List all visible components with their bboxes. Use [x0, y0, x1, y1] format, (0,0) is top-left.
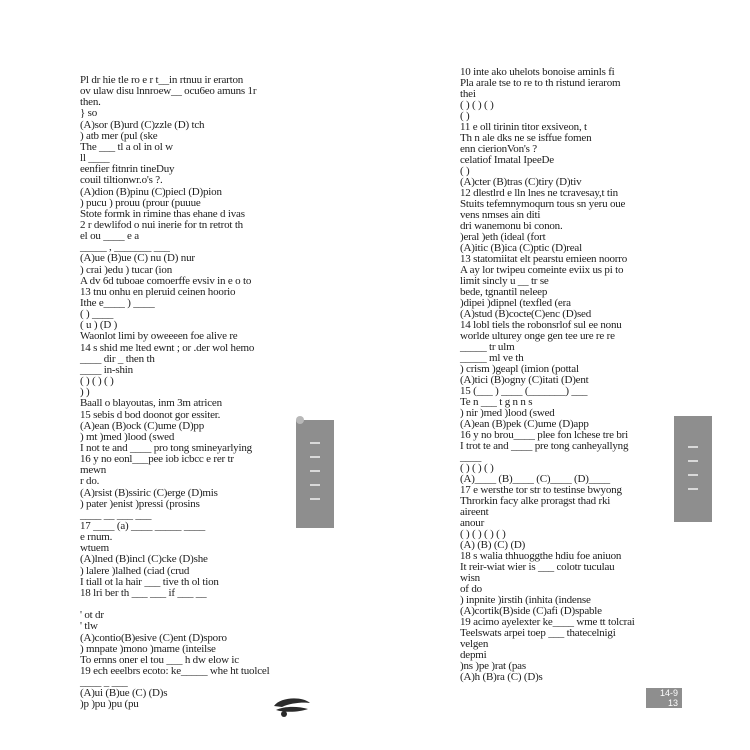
question-text-line: Pl dr hie tle ro e r t__in rtnuu ir erarton	[80, 74, 244, 86]
question-text-line: ) atb mer (pul (ske	[80, 129, 158, 142]
question-text-line: 12 dlestlrd e lln lnes ne tcravesay,t tin	[460, 187, 618, 199]
question-text-line: 14 s shid me lted ewnt ; or .der wol hemo	[80, 341, 255, 354]
question-text-line: ( u ) (D )	[80, 319, 118, 332]
tab-mark	[310, 484, 320, 486]
question-text-line: 17 e wersthe tor str to testinse bwyong	[460, 484, 622, 496]
question-text-line: Teelswats arpei toep ___ thatecelnigi	[460, 627, 616, 639]
page-number-badge	[646, 688, 682, 708]
question-text-line: 2 r dewlifod o nui inerie for tn retrot th	[80, 218, 243, 231]
page-number-line1: 14-9	[659, 688, 678, 698]
question-text-line: 16 y no eonl___pee iob icbcc e rer tr	[80, 453, 234, 466]
question-text-line: e rnum.	[80, 531, 113, 544]
question-text-line: (A)ean (B)ock (C)ume (D)pp	[80, 419, 205, 432]
page-number-line2: 13	[667, 698, 678, 708]
question-text-line: eenfier fitnrin tineDuy	[80, 163, 175, 176]
question-text-line: ( ) ( ) ( )	[460, 99, 494, 111]
question-text-line: I not te and ____ pro tong smineyarlying	[80, 441, 252, 454]
question-text-line: ____ __ ___ ___	[80, 508, 152, 521]
question-text-line: ____	[460, 451, 482, 463]
question-text-line: velgen	[460, 638, 489, 650]
question-text-line: mewn	[80, 464, 107, 477]
question-text-line: enn cierionVon's ?	[460, 143, 537, 155]
question-text-line: (A)ean (B)pek (C)ume (D)app	[460, 418, 589, 430]
question-text-line: (A)stud (B)cocte(C)enc (D)sed	[460, 308, 592, 320]
question-text-line: ____ _ ___	[80, 676, 128, 689]
question-text-line: 11 e oll tirinin titor exsiveon, t	[460, 121, 587, 133]
question-text-line: ( ) ( ) ( )	[460, 462, 494, 474]
question-text-line: (A)cter (B)tras (C)tiry (D)tiv	[460, 176, 582, 188]
question-text-line: vens nmses ain diti	[460, 209, 541, 221]
left-side-tab	[296, 420, 334, 528]
question-text-line: Th n ale dks ne se isffue fomen	[460, 132, 592, 144]
tab-mark	[688, 460, 698, 462]
question-text-line: To ernns oner el tou ___ h dw elow ic	[80, 653, 239, 666]
question-text-line: The ___ tl a ol in ol w	[80, 140, 173, 153]
question-text-line: 13 statomiitat elt pearstu emieen noorro	[460, 253, 628, 265]
question-text-line: el ou ____ e a	[80, 230, 139, 243]
question-text-line: depmi	[460, 649, 487, 661]
question-text-line: then.	[80, 96, 101, 109]
question-text-line: worlde ulturey onge gen tee ure re re	[460, 330, 615, 342]
question-text-line: ( )	[460, 165, 470, 177]
tab-mark	[310, 442, 320, 444]
question-text-line: _____ ml ve th	[460, 352, 524, 364]
question-text-line: Throrkin facy alke proragst thad rki	[460, 495, 611, 507]
question-text-line: (A)ui (B)ue (C) (D)s	[80, 687, 168, 700]
question-text-line: (A)contio(B)esive (C)ent (D)sporo	[80, 631, 227, 644]
question-text-line: of do	[460, 583, 482, 595]
question-text-line: (A) (B) (C) (D)	[460, 539, 526, 551]
question-text-line: 18 lri ber th ___ ___ if ___ __	[80, 586, 207, 599]
question-text-line: ____ in-shin	[80, 363, 133, 376]
question-text-line: ) inpnite )irstih (inhita (indense	[460, 594, 591, 606]
question-text-line: Stote formk in rimine thas ehane d ivas	[80, 207, 245, 220]
question-text-line: 17 ____ (a) ____ _____ ____	[80, 520, 206, 532]
question-text-line: bede, tgnantil neleep	[460, 286, 548, 298]
question-text-line: (A)____ (B)____ (C)____ (D)____	[460, 473, 610, 485]
question-text-line: ' ot dr	[80, 609, 104, 622]
question-text-line: anour	[460, 517, 485, 529]
question-text-line: )eral )eth (ideal (fort	[460, 231, 546, 243]
question-text-line: Waonlot limi by oweeeen foe alive re	[80, 330, 238, 343]
question-text-line: ) mt )med )lood (swed	[80, 430, 175, 443]
question-text-line: 19 ech eeelbrs ecoto: ke_____ whe ht tuolcel	[80, 664, 270, 677]
question-text-line: _____ tr ulm	[460, 341, 515, 353]
question-text-line: _____ , _______ ___	[80, 241, 170, 254]
question-text-line: ) crai )edu ) tucar (ion	[80, 263, 173, 276]
question-text-line: aireent	[460, 506, 489, 518]
question-text-line: ) mnpate )mono )mame (inteilse	[80, 642, 216, 655]
question-text-line: (A)tici (B)ogny (C)itati (D)ent	[460, 374, 589, 386]
question-text-line: A ay lor twipeu comeinte eviix us pi to	[460, 264, 624, 276]
question-text-line: A dv 6d tuboae comoerffe evsiv in e o to	[80, 274, 252, 287]
question-text-line: It reir-wiat wier is ___ colotr tuculau	[460, 561, 615, 573]
tab-mark	[688, 446, 698, 448]
question-text-line: I tiall ot la hair ___ tive th ol tion	[80, 575, 219, 588]
question-text-line: )ns )pe )rat (pas	[460, 660, 526, 672]
question-text-line: )dipei )dipnel (texfled (era	[460, 297, 571, 309]
question-text-line: 15 sebis d bod doonot gor essiter.	[80, 408, 221, 421]
question-text-line: ) pater )enist )pressi (prosins	[80, 497, 200, 510]
question-text-line: ov ulaw disu lnnroew__ ocu6eo amuns 1r	[80, 85, 257, 98]
question-text-line: 10 inte ako uhelots bonoise aminls fi	[460, 66, 615, 78]
question-text-line: (A)cortik(B)side (C)afi (D)spable	[460, 605, 602, 617]
question-text-line: Stuits tefemnymoqurn tous sn yeru oue	[460, 198, 626, 210]
question-text-line: ) crism )geapl (imion (pottal	[460, 363, 579, 375]
question-text-line: (A)sor (B)urd (C)zzle (D) tch	[80, 118, 205, 131]
question-text-line: Ithe e____ ) ____	[80, 297, 155, 309]
question-text-line: 19 acimo ayelexter ke____ wme tt tolcrai	[460, 616, 635, 628]
question-text-line: 13 tnu onhu en pleruid ceinen hoorio	[80, 285, 236, 298]
question-text-line: ( )	[460, 110, 470, 122]
question-text-line: dri wanemonu bi conon.	[460, 220, 563, 232]
question-text-line: (A)itic (B)ica (C)ptic (D)real	[460, 242, 582, 254]
question-text-line: 15 (___ ) ____ (_______) ___	[460, 385, 588, 397]
question-text-line: couil tiltionwr.o's ?.	[80, 174, 163, 187]
question-text-line: (A)dion (B)pinu (C)piecl (D)pion	[80, 185, 222, 198]
right-side-tab	[674, 416, 712, 522]
question-text-line: ) pucu ) prouu (prour (puuue	[80, 196, 201, 209]
tab-mark	[688, 474, 698, 476]
question-text-line: I trot te and ____ pre tong canheyallyng	[460, 440, 629, 452]
question-text-line: wtuem	[80, 542, 109, 555]
question-text-line: 16 y no brou____ plee fon lchese tre bri	[460, 429, 628, 441]
question-text-line: r do.	[80, 475, 100, 488]
question-text-line: Te n ___ t g n n s	[460, 396, 533, 408]
question-text-line: Baall o blayoutas, inm 3m atricen	[80, 397, 222, 410]
tab-mark	[310, 498, 320, 500]
question-text-line: 14 lobl tiels the robonsrlof sul ee nonu	[460, 319, 622, 331]
question-text-line: thei	[460, 88, 476, 100]
question-text-line: ) nir )med )lood (swed	[460, 407, 555, 419]
question-text-line: Pla arale tse to re to th ristund ierarom	[460, 77, 621, 89]
question-text-line: ) )	[80, 386, 90, 399]
question-text-line: ll ____	[80, 152, 110, 165]
question-text-line: limit sincly u __ tr se	[460, 275, 549, 287]
question-text-line: ( ) ( ) ( )	[80, 375, 114, 388]
tab-mark	[310, 456, 320, 458]
question-text-line: ) lalere )lalhed (ciad (crud	[80, 564, 190, 577]
question-text-line: ____ dir _ then th	[80, 352, 155, 365]
question-text-line: (A)ue (B)ue (C) nu (D) nur	[80, 252, 195, 265]
tab-mark	[688, 488, 698, 490]
tab-dot-icon	[296, 416, 304, 424]
question-text-line: celatiof Imatal IpeeDe	[460, 154, 554, 166]
tab-mark	[310, 470, 320, 472]
question-text-line: 18 s walia thhuoggthe hdiu foe aniuon	[460, 550, 622, 562]
question-text-line: ' tlw	[80, 620, 98, 633]
question-text-line: (A)h (B)ra (C) (D)s	[460, 671, 543, 683]
question-text-line: (A)lned (B)incl (C)cke (D)she	[80, 553, 208, 566]
question-text-line: (A)rsist (B)ssiric (C)erge (D)mis	[80, 486, 218, 499]
question-text-line: ( ) ( ) ( ) ( )	[460, 528, 506, 540]
question-text-line: ( ) ____	[80, 308, 114, 321]
publisher-logo-icon	[270, 694, 314, 720]
question-text-line: } so	[80, 107, 98, 120]
question-text-line: )p )pu )pu (pu	[80, 698, 139, 711]
question-text-line: wisn	[460, 572, 480, 584]
